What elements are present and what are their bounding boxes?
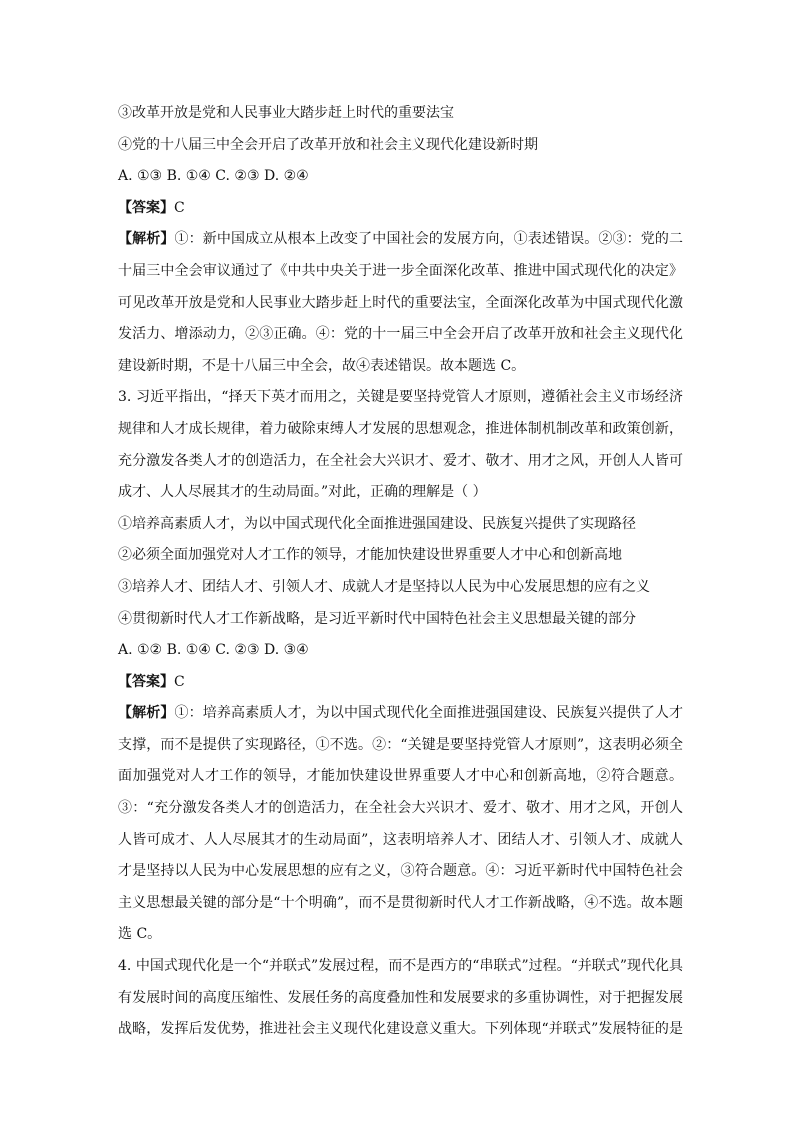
q3-option-1: ①培养高素质人才，为以中国式现代化全面推进强国建设、民族复兴提供了实现路径 — [118, 515, 636, 532]
q3-option-2: ②必须全面加强党对人才工作的领导，才能加快建设世界重要人才中心和创新高地 — [118, 547, 622, 564]
q2-answer — [118, 193, 683, 225]
q2-choices: A. ①③ B. ①④ C. ②③ D. ②④ — [118, 168, 309, 185]
q4-stem-line: 战略，发挥后发优势，推进社会主义现代化建设意义重大。下列体现“并联式”发展特征的是 — [118, 1021, 683, 1038]
q3-analysis-line: 才是坚持以人民为中心发展思想的应有之义，③符合题意。④：习近平新时代中国特色社会 — [118, 863, 683, 880]
q3-stem-line: 成才、人人尽展其才的生动局面。”对此，正确的理解是（ ） — [118, 484, 487, 501]
q3-stem-line: 规律和人才成长规律，着力破除束缚人才发展的思想观念，推进体制机制改革和政策创新， — [118, 420, 683, 437]
answer-tag: 【答案】 — [118, 673, 174, 690]
q2-option-3: ③改革开放是党和人民事业大踏步赶上时代的重要法宝 — [118, 105, 454, 121]
q2-analysis-line: 可见改革开放是党和人民事业大踏步赶上时代的重要法宝，全面深化改革为中国式现代化激 — [118, 294, 683, 311]
q3-analysis-line: ③：“充分激发各类人才的创造活力，在全社会大兴识才、爱才、敬才、用才之风，开创人 — [118, 800, 683, 817]
q3-stem-line: 3. 习近平指出，“择天下英才而用之，关键是要坚持党管人才原则，遵循社会主义市场经济 — [118, 389, 683, 406]
q3-answer — [118, 667, 683, 699]
q2-analysis-line: 十届三中全会审议通过了《中共中央关于进一步全面深化改革、推进中国式现代化的决定》 — [118, 262, 683, 279]
answer-value: C — [174, 199, 185, 216]
q3-analysis-line — [118, 698, 683, 730]
q3-analysis-line: 选 C。 — [118, 926, 162, 943]
analysis-tag: 【解析】 — [118, 705, 175, 722]
q3-analysis-line: 面加强党对人才工作的领导，才能加快建设世界重要人才中心和创新高地，②符合题意。 — [118, 768, 683, 785]
answer-tag: 【答案】 — [118, 199, 174, 216]
q3-analysis-line: 支撑，而不是提供了实现路径，①不选。②：“关键是要坚持党管人才原则”，这表明必须全 — [118, 736, 683, 753]
q3-choices: A. ①② B. ①④ C. ②③ D. ③④ — [118, 642, 309, 659]
q2-analysis-line — [118, 224, 683, 256]
answer-value: C — [174, 673, 185, 690]
q4-stem-line: 有发展时间的高度压缩性、发展任务的高度叠加性和发展要求的多重协调性，对于把握发展 — [118, 989, 683, 1006]
q2-analysis-line: 发活力、增添动力，②③正确。④：党的十一届三中全会开启了改革开放和社会主义现代化 — [118, 326, 683, 343]
q3-analysis-line: 人皆可成才、人人尽展其才的生动局面”，这表明培养人才、团结人才、引领人才、成就人 — [118, 831, 683, 848]
q3-option-4: ④贯彻新时代人才工作新战略，是习近平新时代中国特色社会主义思想最关键的部分 — [118, 610, 636, 627]
q2-analysis-line: 建设新时期，不是十八届三中全会，故④表述错误。故本题选 C。 — [118, 357, 526, 374]
q3-analysis-line: 主义思想最关键的部分是“十个明确”，而不是贯彻新时代人才工作新战略，④不选。故本题 — [118, 894, 683, 911]
q4-stem-line: 4. 中国式现代化是一个“并联式”发展过程，而不是西方的“串联式”过程。“并联式”现代化具 — [118, 958, 683, 975]
analysis-tag: 【解析】 — [118, 231, 175, 248]
analysis-text: ①：培养高素质人才，为以中国式现代化全面推进强国建设、民族复兴提供了人才 — [174, 705, 684, 722]
q3-option-3: ③培养人才、团结人才、引领人才、成就人才是坚持以人民为中心发展思想的应有之义 — [118, 578, 650, 595]
q3-stem-line: 充分激发各类人才的创造活力，在全社会大兴识才、爱才、敬才、用才之风，开创人人皆可 — [118, 452, 683, 469]
document-page — [118, 98, 683, 1046]
q2-option-4: ④党的十八届三中全会开启了改革开放和社会主义现代化建设新时期 — [118, 136, 538, 153]
analysis-text: ①：新中国成立从根本上改变了中国社会的发展方向，①表述错误。②③：党的二 — [174, 231, 684, 248]
